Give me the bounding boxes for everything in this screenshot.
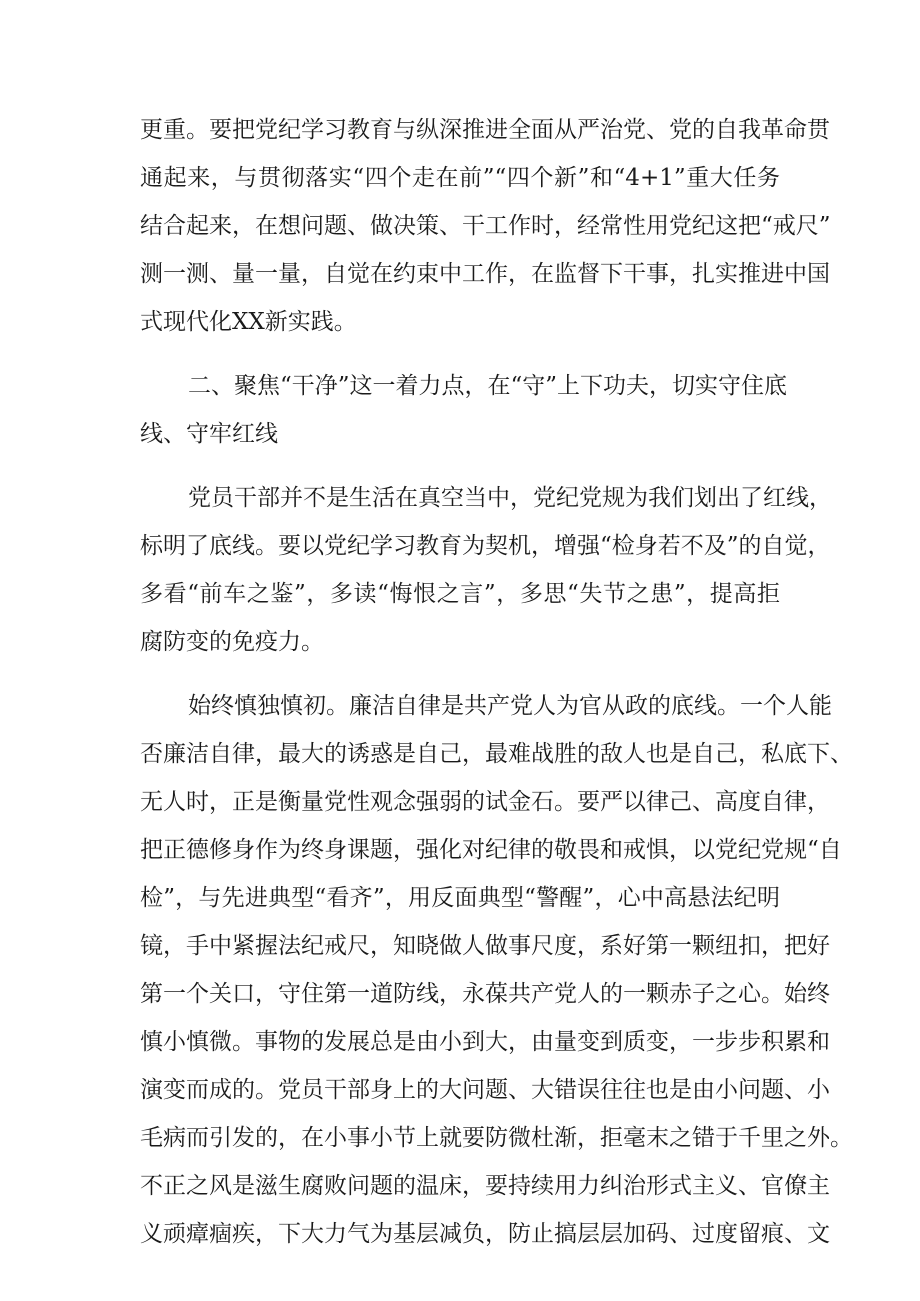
text-line-9: 标明了底线。要以党纪学习教育为契机，增强“检身若不及”的自觉， bbox=[140, 533, 831, 559]
text-line-14: 无人时，正是衡量党性观念强弱的试金石。要严以律己、高度自律， bbox=[140, 789, 830, 815]
text-line-2: 通起来，与贯彻落实“四个走在前”“四个新”和“4+1”重大任务 bbox=[140, 165, 780, 191]
text-line-10: 多看“前车之鉴”，多读“悔恨之言”，多思“失节之患”，提高拒 bbox=[140, 581, 780, 607]
text-line-21: 毛病而引发的，在小事小节上就要防微杜渐，拒毫末之错于千里之外。 bbox=[140, 1125, 853, 1151]
text-line-20: 演变而成的。党员干部身上的大问题、大错误往往也是由小问题、小 bbox=[140, 1077, 830, 1103]
text-line-1: 更重。要把党纪学习教育与纵深推进全面从严治党、党的自我革命贯 bbox=[140, 117, 830, 143]
text-line-13: 否廉洁自律，最大的诱惑是自己，最难战胜的敌人也是自己，私底下、 bbox=[140, 741, 853, 767]
text-line-18: 第一个关口，守住第一道防线，永葆共产党人的一颗赤子之心。始终 bbox=[140, 981, 830, 1007]
text-line-11: 腐防变的免疫力。 bbox=[140, 629, 324, 655]
text-line-19: 慎小慎微。事物的发展总是由小到大，由量变到质变，一步步积累和 bbox=[140, 1029, 830, 1055]
text-line-16: 检”，与先进典型“看齐”，用反面典型“警醒”，心中高悬法纪明 bbox=[140, 885, 780, 911]
text-line-17: 镜，手中紧握法纪戒尺，知晓做人做事尺度，系好第一颗纽扣，把好 bbox=[140, 933, 830, 959]
text-line-8: 党员干部并不是生活在真空当中，党纪党规为我们划出了红线， bbox=[188, 485, 832, 511]
text-line-3: 结合起来，在想问题、做决策、干工作时，经常性用党纪这把“戒尺” bbox=[140, 213, 831, 239]
text-line-15: 把正德修身作为终身课题，强化对纪律的敬畏和戒惧，以党纪党规“自 bbox=[140, 837, 842, 863]
text-line-5: 式现代化XX新实践。 bbox=[140, 309, 357, 335]
section-heading-line-1: 二、聚焦“干净”这一着力点，在“守”上下功夫，切实守住底 bbox=[188, 373, 788, 399]
text-line-4: 测一测、量一量，自觉在约束中工作，在监督下干事，扎实推进中国 bbox=[140, 261, 830, 287]
section-heading-line-2: 线、守牢红线 bbox=[140, 421, 278, 447]
text-line-12: 始终慎独慎初。廉洁自律是共产党人为官从政的底线。一个人能 bbox=[188, 693, 832, 719]
text-line-23: 义顽瘴痼疾，下大力气为基层减负，防止搞层层加码、过度留痕、文 bbox=[140, 1221, 830, 1247]
text-line-22: 不正之风是滋生腐败问题的温床，要持续用力纠治形式主义、官僚主 bbox=[140, 1173, 830, 1199]
